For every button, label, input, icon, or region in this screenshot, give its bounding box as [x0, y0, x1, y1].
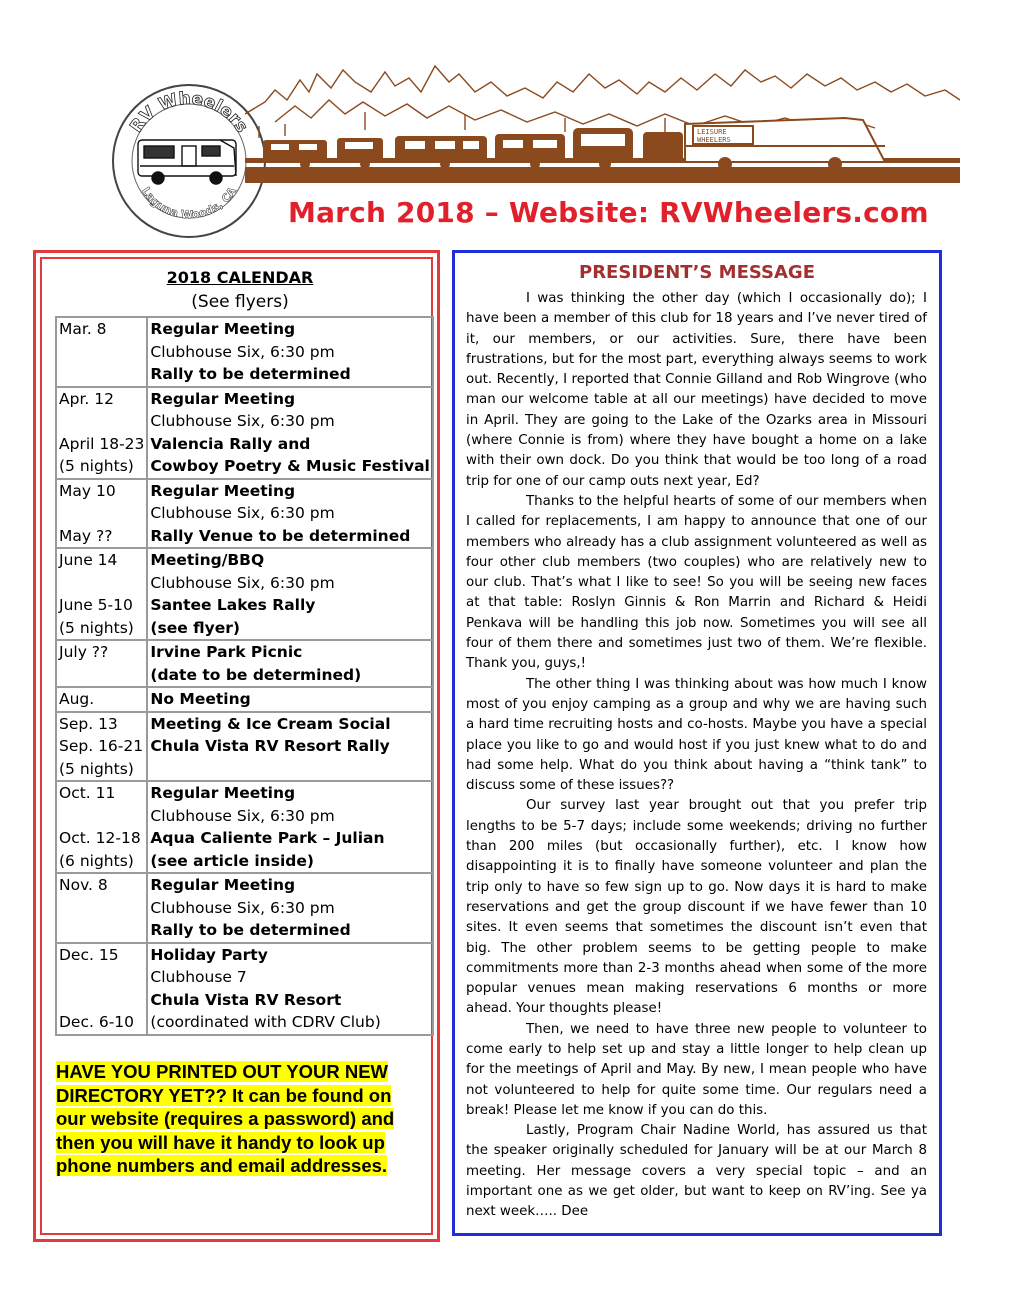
calendar-date: Sep. 13	[59, 714, 118, 733]
message-paragraph: Our survey last year brought out that you prefer trip lengths to be 5-7 days; include some weekends; driving no further than 200 miles (but occasionally further), etc. I know how disappointing it is to finally have someone volunteer and plan the trip only to have so few sign up to go. Now days it is hard to make reservations and get the group discount if we have fewer than 10 sites. It even seems that sometimes the discount isn’t even that big. The other problem seems to be getting people to make commitments more than 2-3 months ahead when some of the more popular venues mean making reservations 6 months or more ahead. Your thoughts please!	[466, 798, 927, 1017]
calendar-date-cell	[56, 687, 147, 712]
calendar-date: May 10	[59, 481, 116, 500]
calendar-event: Regular Meeting	[150, 389, 296, 408]
calendar-date: (5 nights)	[59, 759, 134, 778]
calendar-event: (see flyer)	[150, 618, 240, 637]
calendar-event: Meeting/BBQ	[150, 551, 265, 569]
calendar-row	[56, 479, 433, 549]
calendar-row	[56, 317, 433, 387]
calendar-date: Nov. 8	[59, 876, 108, 894]
calendar-event: Regular Meeting	[150, 320, 296, 338]
calendar-event: Cowboy Poetry & Music Festival	[150, 457, 430, 475]
calendar-date-cell	[56, 387, 147, 479]
calendar-date-cell	[56, 640, 147, 687]
message-paragraph: I was thinking the other day (which I occasionally do); I have been a member of this club for 18 years and I’ve never tired of it, our members, or our activities. Sure, there have been frustrations, but for the most part, everything always seems to work out. Recently, I reported that Connie Gilland and Rob Wingrove (who man our welcome table at all our meetings) have decided to move in April. They are going to the Lake of the Ozarks area in Missouri (where Connie is from) where they have bought a home on a lake with their own dock. Do you think that would be too long of a road trip for one of our camp outs next year, Ed?	[466, 291, 927, 489]
calendar-row	[56, 781, 433, 873]
calendar-row	[56, 640, 433, 687]
calendar-date	[59, 664, 144, 687]
calendar-date	[59, 410, 144, 433]
calendar-date	[59, 805, 144, 828]
directory-notice-text: HAVE YOU PRINTED OUT YOUR NEW DIRECTORY YET?? It can be found on our website (requires a password) and then you will have it handy to look up phone numbers and email addresses.	[56, 1061, 395, 1176]
calendar-event: Irvine Park Picnic	[150, 643, 303, 661]
calendar-date: July ??	[59, 643, 109, 661]
calendar-event-cell	[147, 548, 432, 640]
calendar-event: Clubhouse Six, 6:30 pm	[150, 342, 335, 361]
calendar-date-cell	[56, 943, 147, 1035]
calendar-event: Meeting & Ice Cream Social	[150, 714, 391, 733]
message-paragraph: Thanks to the helpful hearts of some of our members when I called for replacements, I am happy to announce that one of our members who already has a club assignment volunteered as well as four other club members (two couples) who are relatively new to our club. That’s what I like to see! So you will be seeing new faces at that table: Roslyn Ginnis & Ron Marrin and Richard & Heidi Penkava will be handling this job now. Sometimes you will see all four of them there and sometimes just two of them. We’re flexible. Thank you, guys,!	[466, 493, 927, 672]
calendar-date-cell	[56, 712, 147, 782]
calendar-event-cell	[147, 687, 432, 712]
calendar-event: Rally to be determined	[150, 365, 351, 383]
trailer-sign-line-1: LEISURE	[697, 128, 727, 136]
calendar-subtitle: (See flyers)	[191, 292, 289, 312]
calendar-date: (5 nights)	[59, 618, 134, 637]
calendar-date-cell	[56, 781, 147, 873]
calendar-row	[56, 387, 433, 479]
calendar-date: Oct. 11	[59, 784, 116, 802]
calendar-event: No Meeting	[150, 690, 251, 708]
calendar-event: Regular Meeting	[150, 784, 296, 802]
calendar-date	[59, 363, 144, 386]
calendar-event: Santee Lakes Rally	[150, 596, 316, 614]
calendar-date-cell	[56, 479, 147, 549]
calendar-event: Clubhouse 7	[150, 968, 247, 986]
calendar-event: (date to be determined)	[150, 665, 362, 684]
message-paragraph: Lastly, Program Chair Nadine World, has assured us that the speaker originally scheduled for January will be at our March 8 meeting. Her message covers a very special topic – and an important one as we get older, but want to keep on RV’ing. See ya next week….. Dee	[466, 1123, 927, 1220]
masthead-title: March 2018 – Website: RVWheelers.com	[288, 196, 929, 229]
calendar-event: (coordinated with CDRV Club)	[150, 1013, 381, 1031]
calendar-date-cell	[56, 873, 147, 943]
calendar-date	[59, 341, 144, 364]
trailer-sign-line-2: WHEELERS	[697, 136, 731, 144]
calendar-date: Dec. 15	[59, 945, 119, 964]
calendar-title: 2018 CALENDAR	[166, 268, 314, 287]
calendar-date: Sep. 16-21	[59, 737, 144, 755]
calendar-date: May ??	[59, 526, 113, 545]
logo-text-bottom: Laguna Woods, CA	[139, 184, 239, 222]
calendar-event-cell	[147, 317, 432, 387]
calendar-date	[59, 989, 144, 1012]
calendar-date: June 5-10	[59, 596, 133, 614]
calendar-row	[56, 712, 433, 782]
calendar-date	[59, 966, 144, 989]
calendar-date: Aug.	[59, 690, 95, 708]
calendar-date: Dec. 6-10	[59, 1013, 135, 1031]
calendar-event: Valencia Rally and	[150, 434, 311, 453]
calendar-event-cell	[147, 943, 432, 1035]
message-paragraph: Then, we need to have three new people to volunteer to come early to help set up and stay a little longer to help clean up for the meetings of April and May. By new, I mean people who have not volunteered to help for quite some time. Our regulars need a break! Please let me know if you can do this.	[466, 1021, 927, 1118]
calendar-row	[56, 548, 433, 640]
calendar-event: Rally Venue to be determined	[150, 526, 411, 545]
calendar-date-cell	[56, 317, 147, 387]
calendar-event-cell	[147, 479, 432, 549]
calendar-event: Rally to be determined	[150, 921, 351, 939]
calendar-event: Regular Meeting	[150, 481, 296, 500]
calendar-date: April 18-23	[59, 434, 145, 453]
message-paragraph: The other thing I was thinking about was how much I know most of you enjoy camping as a group and why we are having such a hard time recruiting hosts and co-hosts. Maybe you have a special place you like to go and would host if you just knew what to do and had some help. What do you think about having a “think tank” to discuss some of these issues??	[466, 676, 927, 794]
presidents-message-title: PRESIDENT’S MESSAGE	[579, 262, 815, 283]
calendar-event: Chula Vista RV Resort	[150, 990, 342, 1009]
calendar-event: Clubhouse Six, 6:30 pm	[150, 504, 335, 522]
calendar-event: (see article inside)	[150, 851, 314, 870]
calendar-event-cell	[147, 387, 432, 479]
directory-notice	[56, 1060, 424, 1178]
calendar-event-cell	[147, 873, 432, 943]
calendar-event-cell	[147, 781, 432, 873]
calendar-row	[56, 687, 433, 712]
calendar-event: Aqua Caliente Park – Julian	[150, 829, 385, 847]
calendar-event: Regular Meeting	[150, 876, 296, 894]
calendar-date: Mar. 8	[59, 320, 107, 338]
calendar-date: (6 nights)	[59, 851, 134, 870]
calendar-date: Oct. 12-18	[59, 829, 141, 847]
calendar-event	[150, 758, 429, 781]
calendar-event-cell	[147, 640, 432, 687]
calendar-row	[56, 943, 433, 1035]
calendar-event: Chula Vista RV Resort Rally	[150, 737, 390, 755]
mountain-skyline-illustration	[245, 52, 960, 187]
calendar-event: Holiday Party	[150, 945, 268, 964]
presidents-message-body	[466, 289, 927, 1223]
calendar-row	[56, 873, 433, 943]
calendar-date: Apr. 12	[59, 389, 114, 408]
calendar-event: Clubhouse Six, 6:30 pm	[150, 573, 335, 592]
calendar-table	[55, 316, 434, 1036]
calendar-event: Clubhouse Six, 6:30 pm	[150, 806, 335, 825]
calendar-event: Clubhouse Six, 6:30 pm	[150, 412, 335, 430]
calendar-event-cell	[147, 712, 432, 782]
logo-text-top: RV Wheelers	[126, 88, 252, 137]
calendar-date	[59, 572, 144, 595]
calendar-date	[59, 897, 144, 920]
calendar-date-cell	[56, 548, 147, 640]
calendar-date: (5 nights)	[59, 457, 134, 475]
calendar-date	[59, 502, 144, 525]
calendar-date	[59, 919, 144, 942]
calendar-date: June 14	[59, 551, 118, 569]
calendar-event: Clubhouse Six, 6:30 pm	[150, 898, 335, 917]
